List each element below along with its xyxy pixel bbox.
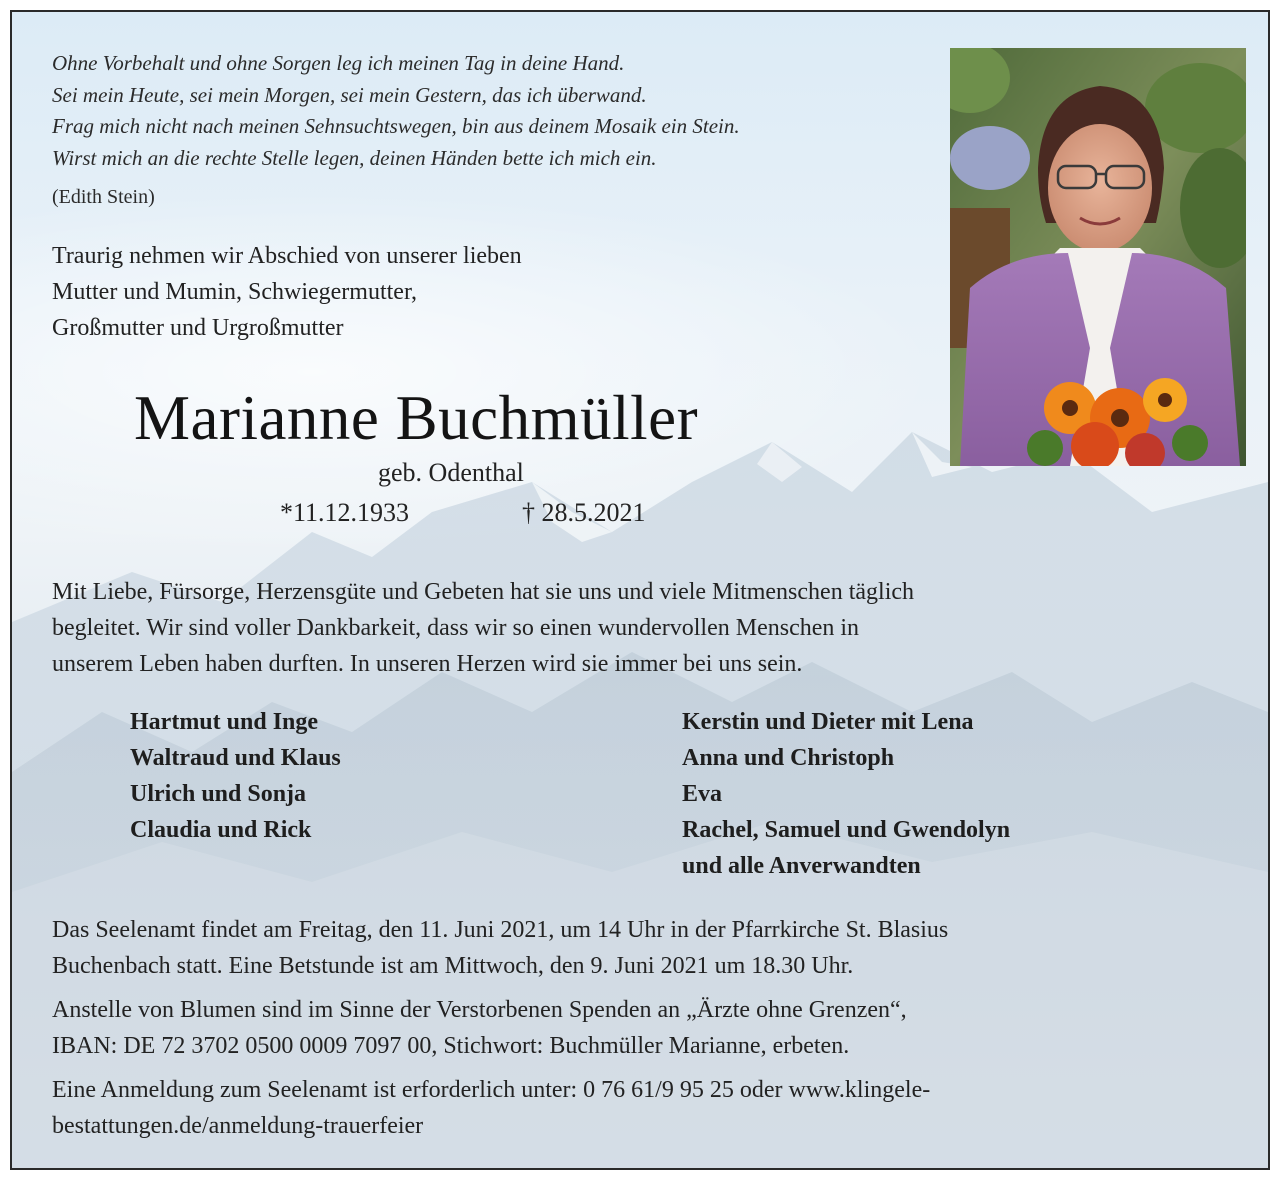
- mourners-left-column: [130, 704, 650, 848]
- mourner-entry: Rachel, Samuel und Gwendolyn: [682, 817, 1011, 843]
- portrait-photo: [950, 48, 1246, 466]
- message-line: unserem Leben haben durften. In unseren Herzen wird sie immer bei uns sein.: [52, 651, 803, 677]
- mourner-entry: Ulrich und Sonja: [130, 781, 307, 807]
- quote-text: [52, 48, 932, 174]
- quote-line: Ohne Vorbehalt und ohne Sorgen leg ich meinen Tag in deine Hand.: [52, 51, 625, 75]
- info-line: IBAN: DE 72 3702 0500 0009 7097 00, Stichwort: Buchmüller Marianne, erbeten.: [52, 1033, 850, 1059]
- born-name: geb. Odenthal: [378, 458, 524, 487]
- info-line: Eine Anmeldung zum Seelenamt ist erforderlich unter: 0 76 61/9 95 25 oder www.klingele-: [52, 1077, 931, 1103]
- mourner-entry: und alle Anverwandten: [682, 853, 921, 879]
- message-line: begleitet. Wir sind voller Dankbarkeit, dass wir so einen wundervollen Menschen in: [52, 615, 860, 641]
- mourner-entry: Kerstin und Dieter mit Lena: [682, 709, 974, 735]
- message-line: Mit Liebe, Fürsorge, Herzensgüte und Gebeten hat sie uns und viele Mitmenschen täglich: [52, 579, 915, 605]
- obituary-notice: [10, 10, 1270, 1170]
- birth-date: *11.12.1933: [280, 498, 410, 527]
- service-info: [52, 912, 1232, 984]
- mourner-entry: Anna und Christoph: [682, 745, 895, 771]
- quote-author: (Edith Stein): [52, 186, 155, 208]
- mourners-right-column: [682, 704, 1242, 884]
- quote-line: Frag mich nicht nach meinen Sehnsuchtswegen, bin aus deinem Mosaik ein Stein.: [52, 114, 740, 138]
- mourner-entry: Waltraud und Klaus: [130, 745, 341, 771]
- mourner-entry: Claudia und Rick: [130, 817, 312, 843]
- intro-text: [52, 238, 752, 346]
- info-line: Anstelle von Blumen sind im Sinne der Verstorbenen Spenden an „Ärzte ohne Grenzen“,: [52, 997, 907, 1023]
- intro-line: Großmutter und Urgroßmutter: [52, 315, 344, 341]
- info-line: bestattungen.de/anmeldung-trauerfeier: [52, 1113, 424, 1139]
- quote-line: Wirst mich an die rechte Stelle legen, deinen Händen bette ich mich ein.: [52, 145, 657, 170]
- intro-line: Mutter und Mumin, Schwiegermutter,: [52, 279, 417, 305]
- death-date: † 28.5.2021: [522, 498, 646, 527]
- registration-info: [52, 1072, 1232, 1144]
- mourner-entry: Hartmut und Inge: [130, 709, 319, 735]
- mourner-entry: Eva: [682, 781, 723, 807]
- info-line: Das Seelenamt findet am Freitag, den 11. Juni 2021, um 14 Uhr in der Pfarrkirche St. Blasius: [52, 917, 949, 943]
- deceased-name: Marianne Buchmüller: [134, 383, 699, 453]
- tribute-message: [52, 574, 1232, 682]
- intro-line: Traurig nehmen wir Abschied von unserer lieben: [52, 243, 522, 269]
- quote-line: Sei mein Heute, sei mein Morgen, sei mein Gestern, das ich überwand.: [52, 82, 647, 107]
- info-line: Buchenbach statt. Eine Betstunde ist am Mittwoch, den 9. Juni 2021 um 18.30 Uhr.: [52, 953, 854, 979]
- donation-info: [52, 992, 1232, 1064]
